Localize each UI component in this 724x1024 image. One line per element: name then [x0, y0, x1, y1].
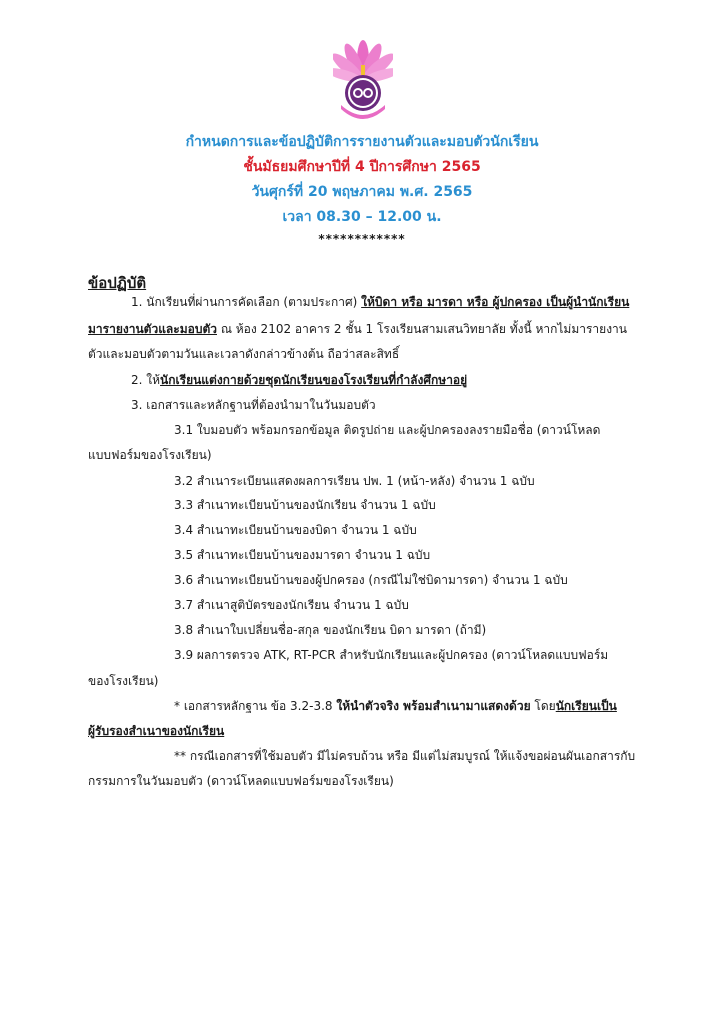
section-title: ข้อปฏิบัติ — [88, 274, 147, 292]
note2-line1: ** กรณีเอกสารที่ใช้มอบตัว มีไม่ครบถ้วน หรือ มีแต่ไม่สมบูรณ์ ให้แจ้งขอผ่อนผันเอกสารกับ — [174, 749, 636, 763]
doc-3-9: 3.9 ผลการตรวจ ATK, RT-PCR สำหรับนักเรียนและผู้ปกครอง (ดาวน์โหลดแบบฟอร์ม — [174, 648, 609, 662]
item2 — [131, 372, 467, 388]
item2-text: 2. ให้ — [131, 373, 161, 387]
doc-title: กำหนดการและข้อปฏิบัติการรายงานตัวและมอบตัวนักเรียน — [185, 134, 539, 150]
item3: 3. เอกสารและหลักฐานที่ต้องนำมาในวันมอบตัว — [131, 398, 376, 412]
item1-emphasis: ให้บิดา หรือ มารดา หรือ ผู้ปกครอง เป็นผู้นำนักเรียน — [361, 295, 630, 309]
grade-year: ชั้นมัธยมศึกษาปีที่ 4 ปีการศึกษา 2565 — [243, 159, 481, 175]
item1-text: 1. นักเรียนที่ผ่านการคัดเลือก (ตามประกาศ) — [131, 295, 362, 309]
note1-emphasis: นักเรียนเป็น — [555, 699, 617, 713]
doc-3-4: 3.4 สำเนาทะเบียนบ้านของบิดา จำนวน 1 ฉบับ — [174, 523, 417, 537]
item1-line2 — [88, 321, 627, 337]
event-time: เวลา 08.30 – 12.00 น. — [282, 209, 442, 225]
doc-3-7: 3.7 สำเนาสูติบัตรของนักเรียน จำนวน 1 ฉบับ — [174, 598, 409, 612]
note1-text-2: โดย — [530, 699, 556, 713]
item1-line3: ตัวและมอบตัวตามวันและเวลาดังกล่าวข้างต้น ถือว่าสละสิทธิ์ — [88, 347, 400, 361]
doc-3-6: 3.6 สำเนาทะเบียนบ้านของผู้ปกครอง (กรณีไม่ใช่บิดามารดา) จำนวน 1 ฉบับ — [174, 573, 568, 587]
note1-line2 — [88, 723, 224, 739]
divider-stars: ************ — [318, 232, 406, 246]
doc-3-5: 3.5 สำเนาทะเบียนบ้านของมารดา จำนวน 1 ฉบับ — [174, 548, 431, 562]
note2-line2: กรรมการในวันมอบตัว (ดาวน์โหลดแบบฟอร์มของโรงเรียน) — [88, 774, 394, 788]
doc-3-2: 3.2 สำเนาระเบียนแสดงผลการเรียน ปพ. 1 (หน้า-หลัง) จำนวน 1 ฉบับ — [174, 474, 535, 488]
note1-emphasis-2: ผู้รับรองสำเนาของนักเรียน — [88, 724, 225, 738]
note1-bold: ให้นำตัวจริง พร้อมสำเนามาแสดงด้วย — [336, 699, 531, 713]
item1-text-2: ณ ห้อง 2102 อาคาร 2 ชั้น 1 โรงเรียนสามเสนวิทยาลัย ทั้งนี้ หากไม่มารายงาน — [217, 322, 627, 336]
event-date: วันศุกร์ที่ 20 พฤษภาคม พ.ศ. 2565 — [251, 184, 473, 200]
doc-3-1-cont: แบบฟอร์มของโรงเรียน) — [88, 448, 212, 462]
note1-text: * เอกสารหลักฐาน ข้อ 3.2-3.8 — [174, 699, 337, 713]
doc-3-1: 3.1 ใบมอบตัว พร้อมกรอกข้อมูล ติดรูปถ่าย และผู้ปกครองลงรายมือชื่อ (ดาวน์โหลด — [174, 423, 601, 437]
item2-emphasis: นักเรียนแต่งกายด้วยชุดนักเรียนของโรงเรียนที่กำลังศึกษาอยู่ — [160, 373, 468, 387]
note1-line1 — [174, 698, 617, 714]
doc-3-8: 3.8 สำเนาใบเปลี่ยนชื่อ-สกุล ของนักเรียน บิดา มารดา (ถ้ามี) — [174, 623, 487, 637]
school-crest-logo — [333, 35, 393, 125]
item1-line1 — [131, 294, 629, 310]
doc-3-9-cont: ของโรงเรียน) — [88, 674, 159, 688]
doc-3-3: 3.3 สำเนาทะเบียนบ้านของนักเรียน จำนวน 1 ฉบับ — [174, 498, 436, 512]
item1-emphasis-2: มารายงานตัวและมอบตัว — [88, 322, 217, 336]
